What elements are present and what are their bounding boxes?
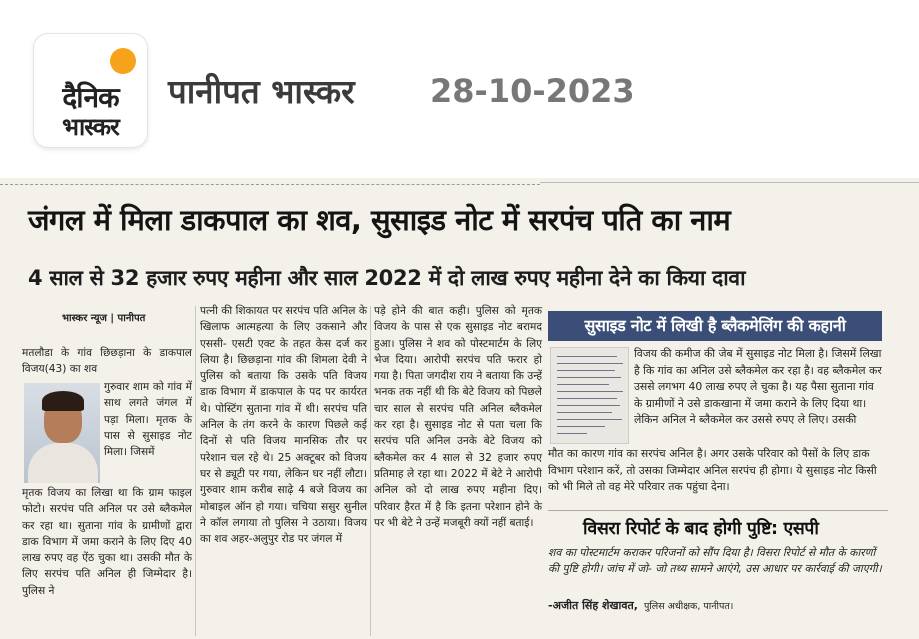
byline: भास्कर न्यूज | पानीपत	[62, 313, 146, 324]
signer-role: पुलिस अधीक्षक, पानीपत।	[643, 601, 734, 612]
sp-signature	[548, 598, 733, 613]
sp-section-heading: विसरा रिपोर्ट के बाद होगी पुष्टि: एसपी	[583, 519, 819, 539]
article-headline: जंगल में मिला डाकपाल का शव, सुसाइड नोट में सरपंच पति का नाम	[28, 203, 731, 237]
article-column-1-intro: मतलौडा के गांव छिछड़ाना के डाकपाल विजय(43) का शव	[22, 347, 192, 376]
divider	[0, 184, 540, 185]
article-column-2: पत्नी की शिकायत पर सरपंच पति अनिल के खिलाफ आत्महत्या के लिए उकसाने और एससी- एसटी एक्ट के तहत केस दर्ज कर लिया है। छिछड़ाना गांव की शिमला देवी ने पुलिस को बताया कि उसके पति विजय डाक विभाग में डाकपाल के पद पर कार्यरत थे। पोस्टिंग सुताना गांव में थी। सरपंच पति अनिल के तंग करने के कारण पिछले कई दिनों से पति विजय मानसिक तौर पर परेशान चल रहे थे। 25 अक्टूबर को विजय घर से ड्यूटी पर गया, लेकिन घर नहीं लौटा। गुरुवार शाम करीब साढ़े 4 बजे विजय का मोबाइल ऑन हो गया। चचिया ससुर सुनील ने कॉल लगाया तो पुलिस ने उठाया। विजय का शव अहर-अलुपुर रोड पर जंगल में	[200, 305, 367, 546]
sun-icon	[110, 48, 136, 74]
edition-name: पानीपत भास्कर	[168, 72, 355, 111]
masthead	[0, 0, 919, 178]
divider	[548, 510, 888, 511]
sidebox-text-below: मौत का कारण गांव का सरपंच अनिल है। अगर उसके परिवार को पैसों के लिए डाक विभाग परेशान करें, तो उसका जिम्मेदार अनिल सरपंच ही होगा। ये सुसाइड नोट किसी को भी मिले तो वह मेरे परिवार तक पहुंचा देना।	[548, 447, 877, 494]
article-subhead: 4 साल से 32 हजार रुपए महीना और साल 2022 में दो लाख रुपए महीना देने का किया दावा	[28, 266, 746, 290]
column-divider	[195, 306, 196, 636]
article-column-1-beside-photo: गुरुवार शाम को गांव में साथ लगते जंगल में पड़ा मिला। मृतक के पास से सुसाइड नोट मिला। जिसमें	[104, 381, 192, 459]
dainik-bhaskar-logo	[34, 34, 147, 147]
suicide-note-image	[550, 347, 629, 444]
photo-body	[28, 443, 98, 483]
column-divider	[370, 306, 371, 636]
logo-text-line2: भास्कर	[62, 112, 119, 141]
sidebox-text-beside-image: विजय की कमीज की जेब में सुसाइड नोट मिला है। जिसमें लिखा है कि गांव का अनिल उसे ब्लैकमेल कर रहा है। वह ब्लैकमेल कर उससे लगभग 40 लाख रुपए ले चुका है। यह पैसा सुताना गांव के ग्रामीणों ने उसे डाकखाना में जमा कराने के लिए दिया था। लेकिन अनिल ने ब्लैकमेल कर उससे रुपए ले लिए। उसकी	[634, 347, 882, 427]
article-column-3: पड़े होने की बात कही। पुलिस को मृतक विजय के पास से एक सुसाइड नोट बरामद हुआ। पुलिस ने शव को पोस्टमार्टम के लिए भेज दिया। आरोपी सरपंच पति फरार हो गया है। पिता जगदीश राय ने बताया कि उन्हें भनक तक नहीं थी कि बेटे विजय को पिछले चार साल से सरपंच पति अनिल ब्लैकमेल कर रहा है। सुसाइड नोट से पता चला कि सरपंच पति अनिल उनके बेटे विजय को ब्लैकमेल कर 4 साल से 32 हजार रुपए प्रतिमाह ले रहा था। 2022 में बेटे ने आरोपी अनिल को दो लाख रुपए महीना दिए। परिवार हैरत में है कि इतना परेशान होने के पर भी बेटे ने उन्हें मजबूरी क्यों नहीं बताई।	[374, 305, 542, 529]
signer-name: -अजीत सिंह शेखावत,	[548, 599, 638, 612]
victim-photo	[24, 383, 100, 483]
edition-date: 28-10-2023	[430, 72, 635, 110]
sp-quote: शव का पोस्टमार्टम कराकर परिजनों को सौंप दिया है। विसरा रिपोर्ट से मौत के कारणों की पुष्टि होगी। जांच में जो- जो तथ्य सामने आएंगे, उस आधार पर कार्रवाई की जाएगी।	[548, 546, 882, 575]
logo-text-line1: दैनिक	[62, 81, 119, 114]
sidebox-title: सुसाइड नोट में लिखी है ब्लैकमेलिंग की कहानी	[548, 311, 882, 341]
article-column-1-body: मृतक विजय का लिखा था कि ग्राम फाइल फोटो। सरपंच पति अनिल पर उसे ब्लैकमेल कर रहा था। सुताना गांव के ग्रामीणों द्वारा डाक विभाग में जमा कराने के लिए दिए 40 लाख रुपए वह ऐंठ चुका था। उसकी मौत के लिए सरपंच पति अनिल ही जिम्मेदार है। पुलिस ने	[22, 487, 192, 597]
photo-hair	[42, 391, 84, 411]
divider	[540, 182, 919, 183]
